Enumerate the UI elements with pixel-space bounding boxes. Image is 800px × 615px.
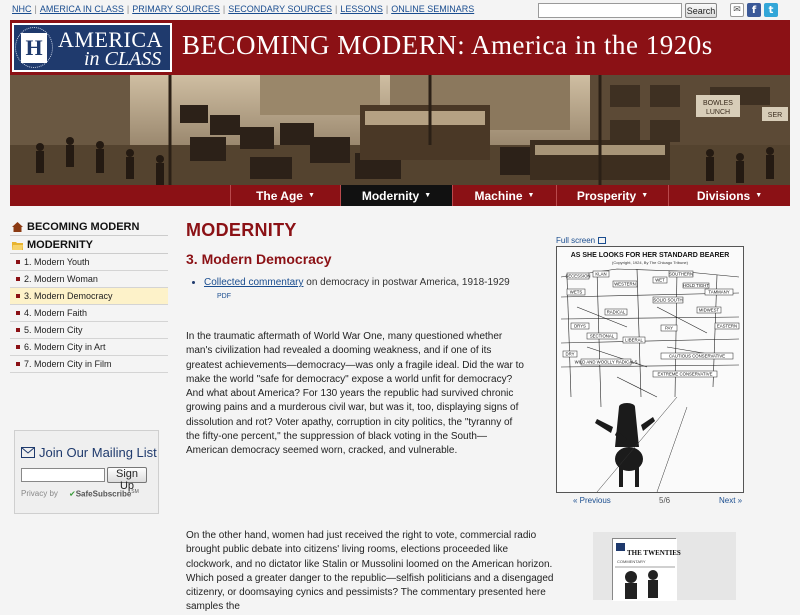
nav-label: Modernity — [361, 188, 420, 203]
cartoon-pen-wet — [653, 277, 667, 283]
mailing-email-input[interactable] — [21, 468, 105, 482]
cartoon-pen-hold-tight — [683, 283, 709, 288]
bullet-icon — [16, 328, 20, 332]
cartoon-pen-western — [613, 281, 637, 287]
mailing-list-title-text: Join Our Mailing List — [39, 445, 157, 460]
cartoon-pen-liberal — [623, 337, 645, 343]
nav-prosperity[interactable] — [556, 185, 668, 206]
nav-label: Prosperity — [576, 188, 637, 203]
banner-sign-bowles: BOWLES — [703, 100, 733, 107]
svg-text:DRY: DRY — [565, 351, 575, 357]
chevron-down-icon: ▼ — [641, 192, 649, 199]
svg-text:CAUTIOUS CONSERVATIVE: CAUTIOUS CONSERVATIVE — [668, 353, 726, 359]
collected-commentary-link[interactable]: Collected commentary — [204, 277, 304, 288]
svg-text:WESTERN: WESTERN — [614, 281, 636, 287]
fullscreen-icon — [598, 237, 606, 244]
top-link-lessons[interactable]: LESSONS — [340, 4, 383, 14]
cartoon-pen-klan — [593, 271, 609, 277]
nav-the-age[interactable] — [230, 185, 340, 206]
sidebar-item-label: 1. Modern Youth — [24, 257, 90, 267]
check-icon: ✔ — [69, 489, 76, 499]
top-link-nhc[interactable]: NHC — [12, 4, 32, 14]
svg-text:HOLD TIGHT: HOLD TIGHT — [683, 283, 709, 288]
commentary-book-box — [593, 532, 736, 600]
sidebar-item-label: 6. Modern City in Art — [24, 342, 106, 352]
main-content — [186, 220, 554, 613]
chevron-down-icon: ▼ — [307, 192, 315, 199]
svg-text:MIDWEST: MIDWEST — [698, 307, 720, 313]
sidebar-item-modern-democracy[interactable] — [10, 288, 168, 305]
logo-line1: AMERICA — [58, 27, 163, 52]
cartoon-pen-radical — [605, 309, 627, 315]
privacy-text: Privacy by — [21, 489, 58, 498]
top-links-bar: NHC | AMERICA IN CLASS | PRIMARY SOURCES | SECONDARY SOURCES | LESSONS | ONLINE SEMINARS — [12, 4, 475, 14]
sidebar-home-label: BECOMING MODERN — [27, 220, 140, 233]
safesubscribe-mark: SM — [131, 489, 139, 495]
sidebar-item-modern-youth[interactable] — [10, 254, 168, 271]
header-photo-banner — [10, 75, 790, 185]
america-in-class-logo[interactable] — [12, 23, 172, 72]
sidebar-item-label: 3. Modern Democracy — [24, 291, 113, 301]
fullscreen-label: Full screen — [556, 236, 596, 245]
previous-button[interactable]: « Previous — [573, 496, 611, 505]
search-button[interactable]: Search — [685, 3, 717, 18]
nav-label: Divisions — [696, 188, 751, 203]
street-scene-photo — [10, 75, 790, 185]
cartoon-pen-wets — [567, 289, 585, 295]
mailing-list-title — [21, 445, 157, 460]
bullet-icon — [16, 294, 20, 298]
cartoon-pen-extreme-conservative — [653, 371, 717, 377]
sidebar-item-modern-city-in-art[interactable] — [10, 339, 168, 356]
logo-line2: in CLASS — [84, 48, 162, 70]
chevron-down-icon: ▼ — [755, 192, 763, 199]
section-title: 3. Modern Democracy — [186, 251, 332, 267]
sidebar-item-modern-woman[interactable] — [10, 271, 168, 288]
sidebar-item-modern-city[interactable] — [10, 322, 168, 339]
sidebar-item-label: 7. Modern City in Film — [24, 359, 112, 369]
site-header — [10, 20, 790, 75]
top-link-primary-sources[interactable]: PRIMARY SOURCES — [132, 4, 220, 14]
commentary-list-item — [204, 277, 544, 288]
search-form — [538, 3, 717, 18]
slide-counter: 5/6 — [659, 496, 671, 505]
cartoon-pen-pay — [661, 325, 677, 331]
next-button[interactable]: Next » — [719, 496, 743, 505]
bullet-icon — [16, 277, 20, 281]
cartoon-pen-cautious-conservative — [661, 353, 733, 359]
cartoon-pen-solid-south — [653, 297, 683, 303]
svg-text:EXTREME CONSERVATIVE: EXTREME CONSERVATIVE — [657, 371, 713, 377]
svg-text:PAY: PAY — [665, 325, 673, 331]
sidebar-item-label: 2. Modern Woman — [24, 274, 98, 284]
svg-text:SECTIONAL: SECTIONAL — [589, 333, 615, 339]
top-link-online-seminars[interactable]: ONLINE SEMINARS — [391, 4, 475, 14]
book-title-left: THE TWENTIES — [627, 549, 681, 557]
safesubscribe-link[interactable] — [69, 489, 139, 499]
chevron-down-icon: ▼ — [424, 192, 432, 199]
political-cartoon[interactable] — [556, 246, 744, 493]
bullet-icon — [192, 281, 195, 284]
cartoon-pen-southern — [669, 271, 693, 277]
cartoon-pen-dry — [563, 351, 577, 357]
nav-modernity[interactable] — [340, 185, 452, 206]
fullscreen-link[interactable] — [556, 236, 606, 245]
sign-up-button[interactable]: Sign Up — [107, 467, 147, 483]
sidebar-item-label: 5. Modern City — [24, 325, 83, 335]
mailing-list-box — [14, 430, 159, 514]
pdf-label[interactable]: PDF — [217, 293, 231, 300]
mail-icon[interactable]: ✉ — [730, 3, 744, 17]
svg-text:SOLID SOUTH: SOLID SOUTH — [653, 297, 683, 303]
book-title-right: COMMENTARY — [617, 559, 646, 564]
cartoon-drawing — [557, 247, 743, 492]
home-icon — [12, 222, 23, 232]
cartoon-pen-eastern — [715, 323, 739, 329]
envelope-icon — [21, 447, 35, 458]
nav-label: The Age — [256, 188, 303, 203]
cartoon-pen-midwest — [697, 307, 721, 313]
book-cover-image — [613, 539, 681, 601]
safesubscribe-label: SafeSubscribe — [75, 489, 132, 499]
cartoon-pen-wild-radicals — [575, 359, 638, 365]
sidebar-section-label: MODERNITY — [27, 238, 93, 251]
cartoon-credit: (Copyright, 1924, By The Chicago Tribune) — [612, 260, 688, 265]
bullet-icon — [16, 362, 20, 366]
social-links — [730, 3, 778, 17]
sidebar-section-modernity[interactable] — [10, 236, 168, 254]
cartoon-pen-sectional — [587, 333, 617, 339]
svg-text:WETS: WETS — [569, 289, 583, 295]
twitter-icon[interactable]: t — [764, 3, 778, 17]
svg-text:SECESSION: SECESSION — [565, 273, 591, 279]
cartoon-title: AS SHE LOOKS FOR HER STANDARD BEARER — [570, 252, 730, 259]
svg-text:LIBERAL: LIBERAL — [625, 337, 643, 343]
intro-paragraph-2: On the other hand, women had just received the right to vote, commercial radio brought public debate into citizens' living rooms, elections proceeded like clockwork, and no dictator like Stalin or Mussolini loomed on the American horizon. Which posed a greater danger to the republic—selfish politicians and a disengaged citizenry, or doomsaying cynics and pessimists? The commentary presented here samples the — [186, 530, 554, 613]
nav-divisions[interactable] — [668, 185, 790, 206]
image-slideshow — [556, 236, 746, 508]
cartoon-pen-secession — [565, 273, 590, 279]
bullet-icon — [16, 345, 20, 349]
sidebar-item-modern-city-in-film[interactable] — [10, 356, 168, 373]
svg-text:DRYS: DRYS — [574, 323, 586, 329]
svg-text:RADICAL: RADICAL — [606, 309, 626, 315]
sidebar-home-link[interactable] — [10, 218, 168, 236]
svg-text:EASTERN: EASTERN — [716, 323, 738, 329]
cartoon-pen-tammany — [705, 289, 733, 295]
commentary-description: on democracy in postwar America, 1918-1929 — [303, 277, 510, 288]
top-link-secondary-sources[interactable]: SECONDARY SOURCES — [228, 4, 332, 14]
bullet-icon — [16, 260, 20, 264]
svg-text:SOUTHERN: SOUTHERN — [668, 271, 694, 277]
bullet-icon — [16, 311, 20, 315]
facebook-icon[interactable]: f — [747, 3, 761, 17]
nav-machine[interactable] — [452, 185, 556, 206]
sidebar — [10, 218, 168, 373]
svg-text:WET: WET — [655, 277, 665, 283]
svg-text:KLAN: KLAN — [595, 271, 607, 277]
search-input[interactable] — [538, 3, 682, 18]
sidebar-item-modern-faith[interactable] — [10, 305, 168, 322]
banner-sign-lunch: LUNCH — [705, 109, 731, 116]
folder-open-icon — [12, 240, 23, 250]
sidebar-item-label: 4. Modern Faith — [24, 308, 88, 318]
book-cover-thumbnail[interactable] — [612, 538, 681, 600]
banner-sign-ser: SER — [767, 112, 783, 119]
site-title: BECOMING MODERN: America in the 1920s — [182, 30, 713, 60]
nav-label: Machine — [474, 188, 523, 203]
cartoon-pen-drys — [571, 323, 589, 329]
main-nav — [10, 185, 790, 206]
logo-seal-icon: H — [21, 33, 47, 63]
svg-text:TAMMANY: TAMMANY — [708, 289, 730, 295]
page-title: MODERNITY — [186, 220, 297, 240]
chevron-down-icon: ▼ — [527, 192, 535, 199]
intro-paragraph-1: In the traumatic aftermath of World War One, many questioned whether man's civilization had revealed a dooming weakness, and if one of its greatest achievements—democracy—was only a fragile ideal. Did the war to make the world "safe for democracy" expose a world unfit for democracy? And what about America? For 130 years the republic had survived chronic growing pains and a murderous civil war, but was it, too, displaying signs of dissolution and rot? Voter apathy, corruption in city politics, the "tyranny of the fifty-one percent," the suppression of black voting in the South—American democracy seemed worn, cracked, and vulnerable. — [186, 331, 524, 457]
svg-text:WILD AND WOOLLY RADICALS: WILD AND WOOLLY RADICALS — [574, 359, 638, 365]
top-link-america-in-class[interactable]: AMERICA IN CLASS — [39, 4, 124, 14]
